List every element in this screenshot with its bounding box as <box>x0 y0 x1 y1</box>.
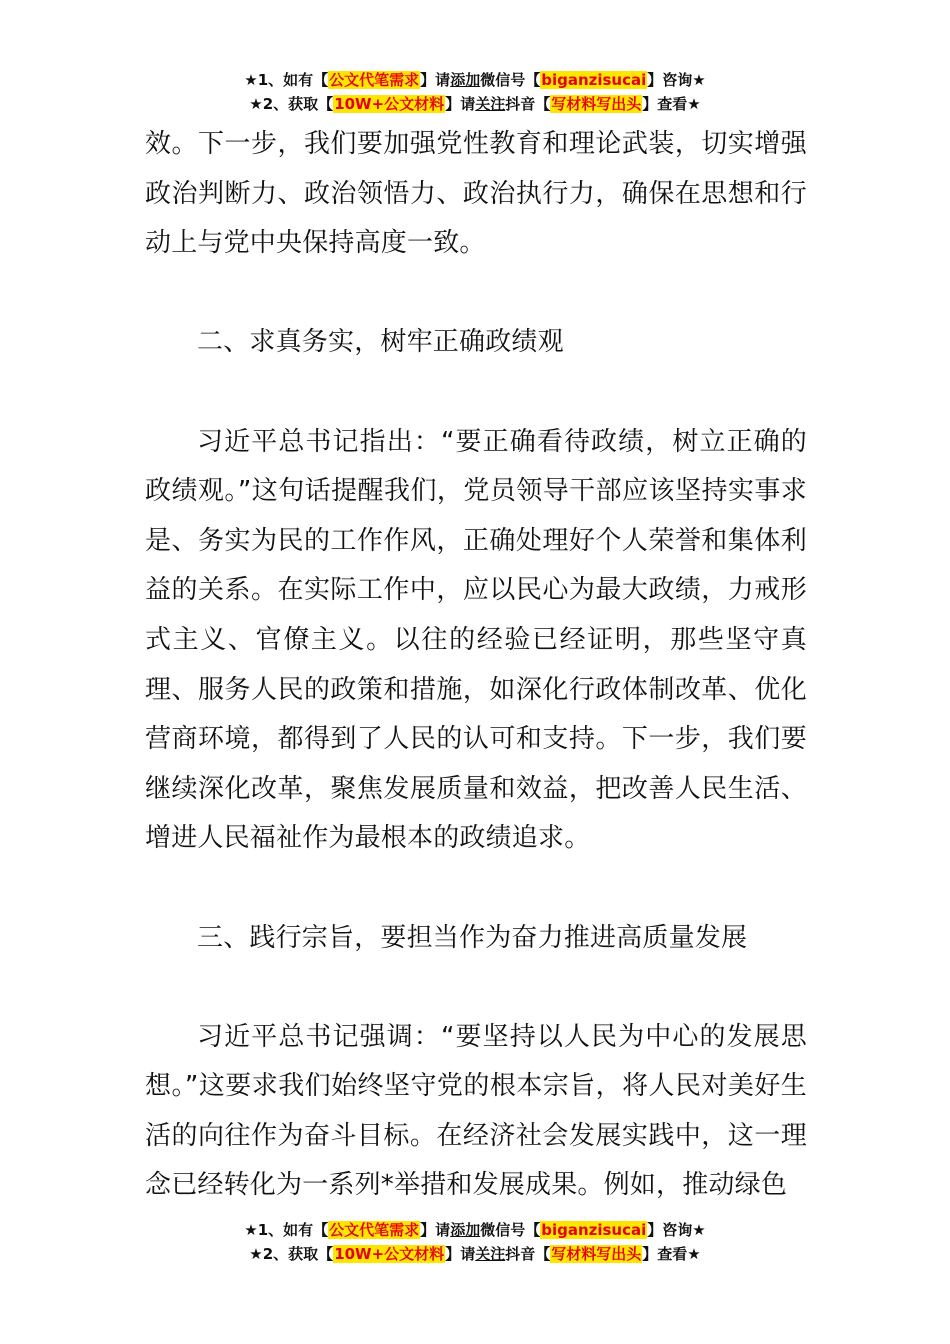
banner-highlight: 公文代笔需求 <box>329 71 420 89</box>
banner-text: 】请 <box>445 1245 476 1263</box>
section-heading-2: 二、求真务实，树牢正确政绩观 <box>197 327 564 358</box>
banner-highlight: 10W+公文材料 <box>334 95 445 113</box>
banner-text: 抖音【 <box>505 1245 551 1263</box>
banner-highlight: 公文代笔需求 <box>329 1221 420 1239</box>
banner-emphasis: 添加 <box>450 71 481 89</box>
banner-highlight: 写材料写出头 <box>551 95 642 113</box>
paragraph-continuation: 效。下一步，我们要加强党性教育和理论武装，切实增强政治判断力、政治领悟力、政治执行力，确保在思想和行动上与党中央保持高度一致。 <box>145 129 807 259</box>
spacer <box>145 368 807 418</box>
section-heading-3: 三、践行宗旨，要担当作为奋力推进高质量发展 <box>197 922 748 953</box>
banner-line-1 <box>0 1218 950 1242</box>
banner-text: ★1、如有【 <box>244 1221 329 1239</box>
footer-banner <box>0 1218 950 1266</box>
banner-text: 】请 <box>420 1221 451 1239</box>
banner-highlight: 10W+公文材料 <box>334 1245 445 1263</box>
banner-text: 】查看★ <box>642 1245 701 1263</box>
banner-text: 抖音【 <box>505 95 551 113</box>
banner-line-2 <box>0 92 950 116</box>
spacer <box>145 864 807 914</box>
spacer <box>145 963 807 1013</box>
banner-line-1 <box>0 68 950 92</box>
banner-text: 微信号【 <box>480 71 541 89</box>
banner-emphasis: 关注 <box>475 1245 506 1263</box>
banner-text: ★2、获取【 <box>249 95 334 113</box>
banner-text: 】请 <box>420 71 451 89</box>
banner-text: ★1、如有【 <box>244 71 329 89</box>
spacer <box>145 269 807 319</box>
banner-text: 】咨询★ <box>647 71 706 89</box>
banner-highlight: biganzisucai <box>541 1221 647 1239</box>
banner-line-2 <box>0 1242 950 1266</box>
banner-text: ★2、获取【 <box>249 1245 334 1263</box>
banner-text: 】咨询★ <box>647 1221 706 1239</box>
banner-text: 】查看★ <box>642 95 701 113</box>
paragraph-section-3: 习近平总书记强调：“要坚持以人民为中心的发展思想。”这要求我们始终坚守党的根本宗旨，将人民对美好生活的向往作为奋斗目标。在经济社会发展实践中，这一理念已经转化为一系列*举措和发展成果。例如，推动绿色 <box>145 1021 807 1201</box>
banner-highlight: 写材料写出头 <box>551 1245 642 1263</box>
banner-emphasis: 添加 <box>450 1221 481 1239</box>
banner-text: 微信号【 <box>480 1221 541 1239</box>
header-banner <box>0 68 950 116</box>
paragraph-section-2: 习近平总书记指出：“要正确看待政绩，树立正确的政绩观。”这句话提醒我们，党员领导干部应该坚持实事求是、务实为民的工作作风，正确处理好个人荣誉和集体利益的关系。在实际工作中，应以民心为最大政绩，力戒形式主义、官僚主义。以往的经验已经证明，那些坚守真理、服务人民的政策和措施，如深化行政体制改革、优化营商环境，都得到了人民的认可和支持。下一步，我们要继续深化改革，聚焦发展质量和效益，把改善人民生活、增进人民福祉作为最根本的政绩追求。 <box>145 426 807 854</box>
document-body <box>145 120 807 1211</box>
banner-emphasis: 关注 <box>475 95 506 113</box>
banner-highlight: biganzisucai <box>541 71 647 89</box>
banner-text: 】请 <box>445 95 476 113</box>
